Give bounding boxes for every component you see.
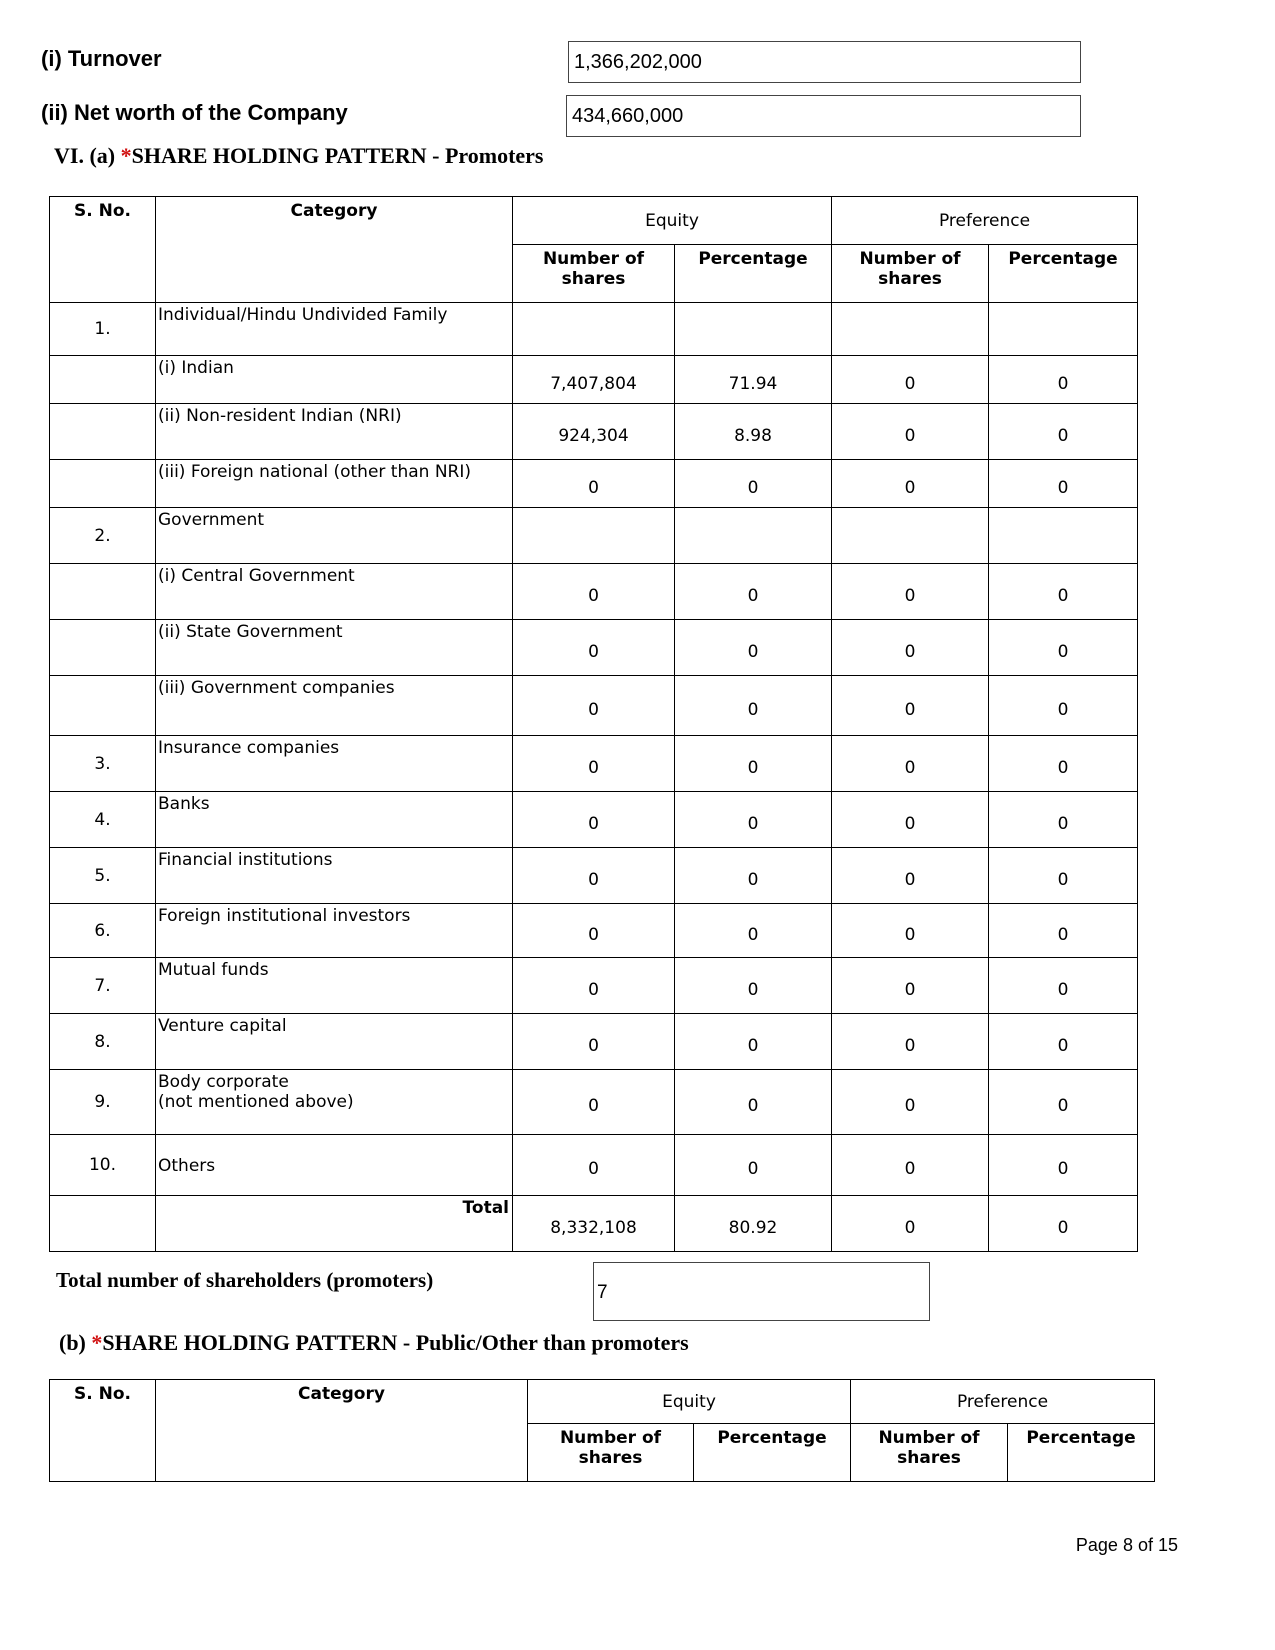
row-category: Financial institutions	[156, 848, 513, 904]
row-preference-shares[interactable]: 0	[832, 460, 989, 508]
total-label: Total	[156, 1196, 513, 1252]
row-equity-percentage[interactable]: 0	[675, 1014, 832, 1070]
row-preference-percentage[interactable]	[989, 303, 1138, 356]
row-preference-shares[interactable]: 0	[832, 1014, 989, 1070]
header-equity-percentage: Percentage	[675, 245, 832, 303]
total-equity-shares: 8,332,108	[513, 1196, 675, 1252]
row-preference-percentage[interactable]: 0	[989, 792, 1138, 848]
row-equity-percentage[interactable]: 0	[675, 958, 832, 1014]
header-equity-percentage: Percentage	[694, 1424, 851, 1482]
row-equity-percentage[interactable]: 0	[675, 904, 832, 958]
section-b-heading-text: SHARE HOLDING PATTERN - Public/Other than promoters	[102, 1330, 689, 1355]
table-row	[50, 564, 1138, 620]
row-category: (i) Central Government	[156, 564, 513, 620]
row-preference-shares[interactable]: 0	[832, 1135, 989, 1196]
row-preference-shares[interactable]: 0	[832, 356, 989, 404]
row-equity-percentage[interactable]: 0	[675, 1135, 832, 1196]
row-equity-percentage[interactable]: 8.98	[675, 404, 832, 460]
row-sno: 8.	[50, 1014, 156, 1070]
row-equity-shares[interactable]: 0	[513, 676, 675, 736]
row-equity-percentage[interactable]	[675, 303, 832, 356]
row-preference-percentage[interactable]: 0	[989, 1014, 1138, 1070]
row-equity-shares[interactable]: 0	[513, 958, 675, 1014]
row-sno: 5.	[50, 848, 156, 904]
row-equity-shares[interactable]: 924,304	[513, 404, 675, 460]
row-preference-percentage[interactable]: 0	[989, 736, 1138, 792]
table-row	[50, 958, 1138, 1014]
row-equity-percentage[interactable]: 0	[675, 460, 832, 508]
row-equity-percentage[interactable]: 0	[675, 1070, 832, 1135]
header-preference-shares: Number of shares	[851, 1424, 1008, 1482]
row-category: Banks	[156, 792, 513, 848]
total-sno	[50, 1196, 156, 1252]
row-category: (iii) Government companies	[156, 676, 513, 736]
section-a-heading	[54, 143, 544, 169]
row-preference-shares[interactable]: 0	[832, 620, 989, 676]
row-equity-shares[interactable]: 7,407,804	[513, 356, 675, 404]
row-equity-shares[interactable]: 0	[513, 1135, 675, 1196]
row-preference-shares[interactable]: 0	[832, 1070, 989, 1135]
row-sno: 7.	[50, 958, 156, 1014]
turnover-field[interactable]: 1,366,202,000	[568, 41, 1081, 83]
table-row	[50, 848, 1138, 904]
row-equity-percentage[interactable]: 0	[675, 676, 832, 736]
row-preference-shares[interactable]: 0	[832, 904, 989, 958]
table-row	[50, 904, 1138, 958]
row-sno: 10.	[50, 1135, 156, 1196]
row-equity-shares[interactable]: 0	[513, 848, 675, 904]
row-equity-shares[interactable]: 0	[513, 736, 675, 792]
header-preference: Preference	[851, 1380, 1155, 1424]
row-category: (ii) State Government	[156, 620, 513, 676]
table-row	[50, 460, 1138, 508]
row-equity-percentage[interactable]: 0	[675, 792, 832, 848]
total-preference-percentage: 0	[989, 1196, 1138, 1252]
row-sno: 9.	[50, 1070, 156, 1135]
row-preference-shares[interactable]: 0	[832, 564, 989, 620]
row-preference-shares[interactable]: 0	[832, 736, 989, 792]
row-preference-percentage[interactable]	[989, 508, 1138, 564]
header-equity-shares: Number of shares	[513, 245, 675, 303]
row-category: Insurance companies	[156, 736, 513, 792]
required-asterisk: *	[91, 1330, 103, 1355]
row-preference-percentage[interactable]: 0	[989, 564, 1138, 620]
row-equity-percentage[interactable]: 0	[675, 564, 832, 620]
row-category: Mutual funds	[156, 958, 513, 1014]
row-sno	[50, 620, 156, 676]
row-equity-percentage[interactable]: 0	[675, 620, 832, 676]
row-equity-percentage[interactable]	[675, 508, 832, 564]
public-table	[49, 1379, 1155, 1482]
header-category: Category	[156, 197, 513, 303]
table-row	[50, 736, 1138, 792]
row-sno	[50, 356, 156, 404]
table-row	[50, 508, 1138, 564]
row-preference-percentage[interactable]: 0	[989, 460, 1138, 508]
table-row	[50, 792, 1138, 848]
section-b-heading-prefix: (b)	[59, 1330, 92, 1355]
row-preference-shares[interactable]: 0	[832, 676, 989, 736]
row-preference-percentage[interactable]: 0	[989, 404, 1138, 460]
table-row	[50, 404, 1138, 460]
row-preference-percentage[interactable]: 0	[989, 676, 1138, 736]
row-category: Venture capital	[156, 1014, 513, 1070]
row-preference-percentage[interactable]: 0	[989, 620, 1138, 676]
row-preference-percentage[interactable]: 0	[989, 356, 1138, 404]
row-category: (i) Indian	[156, 356, 513, 404]
row-preference-shares[interactable]: 0	[832, 404, 989, 460]
section-a-heading-prefix: VI. (a)	[54, 143, 121, 168]
table-row	[50, 303, 1138, 356]
table-row	[50, 1014, 1138, 1070]
header-equity: Equity	[528, 1380, 851, 1424]
row-sno	[50, 676, 156, 736]
total-preference-shares: 0	[832, 1196, 989, 1252]
row-category: Body corporate (not mentioned above)	[156, 1070, 513, 1135]
row-preference-shares[interactable]	[832, 508, 989, 564]
row-equity-percentage[interactable]: 71.94	[675, 356, 832, 404]
header-equity: Equity	[513, 197, 832, 245]
row-preference-shares[interactable]	[832, 303, 989, 356]
row-sno: 4.	[50, 792, 156, 848]
row-equity-percentage[interactable]: 0	[675, 736, 832, 792]
row-sno: 6.	[50, 904, 156, 958]
row-equity-shares[interactable]: 0	[513, 620, 675, 676]
row-preference-percentage[interactable]: 0	[989, 848, 1138, 904]
row-equity-shares[interactable]: 0	[513, 564, 675, 620]
section-b-heading	[59, 1330, 689, 1356]
table-row	[50, 356, 1138, 404]
row-equity-shares[interactable]	[513, 508, 675, 564]
row-preference-percentage[interactable]: 0	[989, 1135, 1138, 1196]
page-number: Page 8 of 15	[1075, 1535, 1178, 1555]
row-category: (ii) Non-resident Indian (NRI)	[156, 404, 513, 460]
row-sno	[50, 460, 156, 508]
row-preference-percentage[interactable]: 0	[989, 1070, 1138, 1135]
total-equity-percentage: 80.92	[675, 1196, 832, 1252]
row-category: Foreign institutional investors	[156, 904, 513, 958]
row-category: Government	[156, 508, 513, 564]
turnover-label: (i) Turnover	[41, 46, 162, 71]
row-sno: 3.	[50, 736, 156, 792]
row-equity-shares[interactable]: 0	[513, 792, 675, 848]
row-equity-shares[interactable]: 0	[513, 1014, 675, 1070]
header-equity-shares: Number of shares	[528, 1424, 694, 1482]
header-sno: S. No.	[50, 1380, 156, 1482]
header-preference-percentage: Percentage	[989, 245, 1138, 303]
row-preference-shares[interactable]: 0	[832, 792, 989, 848]
table-row	[50, 1070, 1138, 1135]
networth-field[interactable]: 434,660,000	[566, 95, 1081, 137]
networth-label: (ii) Net worth of the Company	[41, 100, 348, 125]
section-a-heading-text: SHARE HOLDING PATTERN - Promoters	[131, 143, 544, 168]
row-sno: 1.	[50, 303, 156, 356]
table-row	[50, 1135, 1138, 1196]
row-preference-shares[interactable]: 0	[832, 848, 989, 904]
row-category: (iii) Foreign national (other than NRI)	[156, 460, 513, 508]
row-equity-shares[interactable]: 0	[513, 1070, 675, 1135]
header-preference-percentage: Percentage	[1008, 1424, 1155, 1482]
row-equity-percentage[interactable]: 0	[675, 848, 832, 904]
row-equity-shares[interactable]: 0	[513, 904, 675, 958]
header-preference-shares: Number of shares	[832, 245, 989, 303]
row-sno	[50, 404, 156, 460]
row-category: Individual/Hindu Undivided Family	[156, 303, 513, 356]
row-preference-percentage[interactable]: 0	[989, 904, 1138, 958]
total-row	[50, 1196, 1138, 1252]
row-sno	[50, 564, 156, 620]
row-equity-shares[interactable]	[513, 303, 675, 356]
total-shareholders-field[interactable]: 7	[593, 1262, 930, 1321]
row-category: Others	[156, 1135, 513, 1196]
row-preference-shares[interactable]: 0	[832, 958, 989, 1014]
row-sno: 2.	[50, 508, 156, 564]
header-sno: S. No.	[50, 197, 156, 303]
row-preference-percentage[interactable]: 0	[989, 958, 1138, 1014]
header-preference: Preference	[832, 197, 1138, 245]
table-row	[50, 676, 1138, 736]
required-asterisk: *	[120, 143, 132, 168]
promoters-table	[49, 196, 1138, 1252]
row-equity-shares[interactable]: 0	[513, 460, 675, 508]
table-row	[50, 620, 1138, 676]
total-shareholders-label: Total number of shareholders (promoters)	[56, 1268, 434, 1292]
header-category: Category	[156, 1380, 528, 1482]
